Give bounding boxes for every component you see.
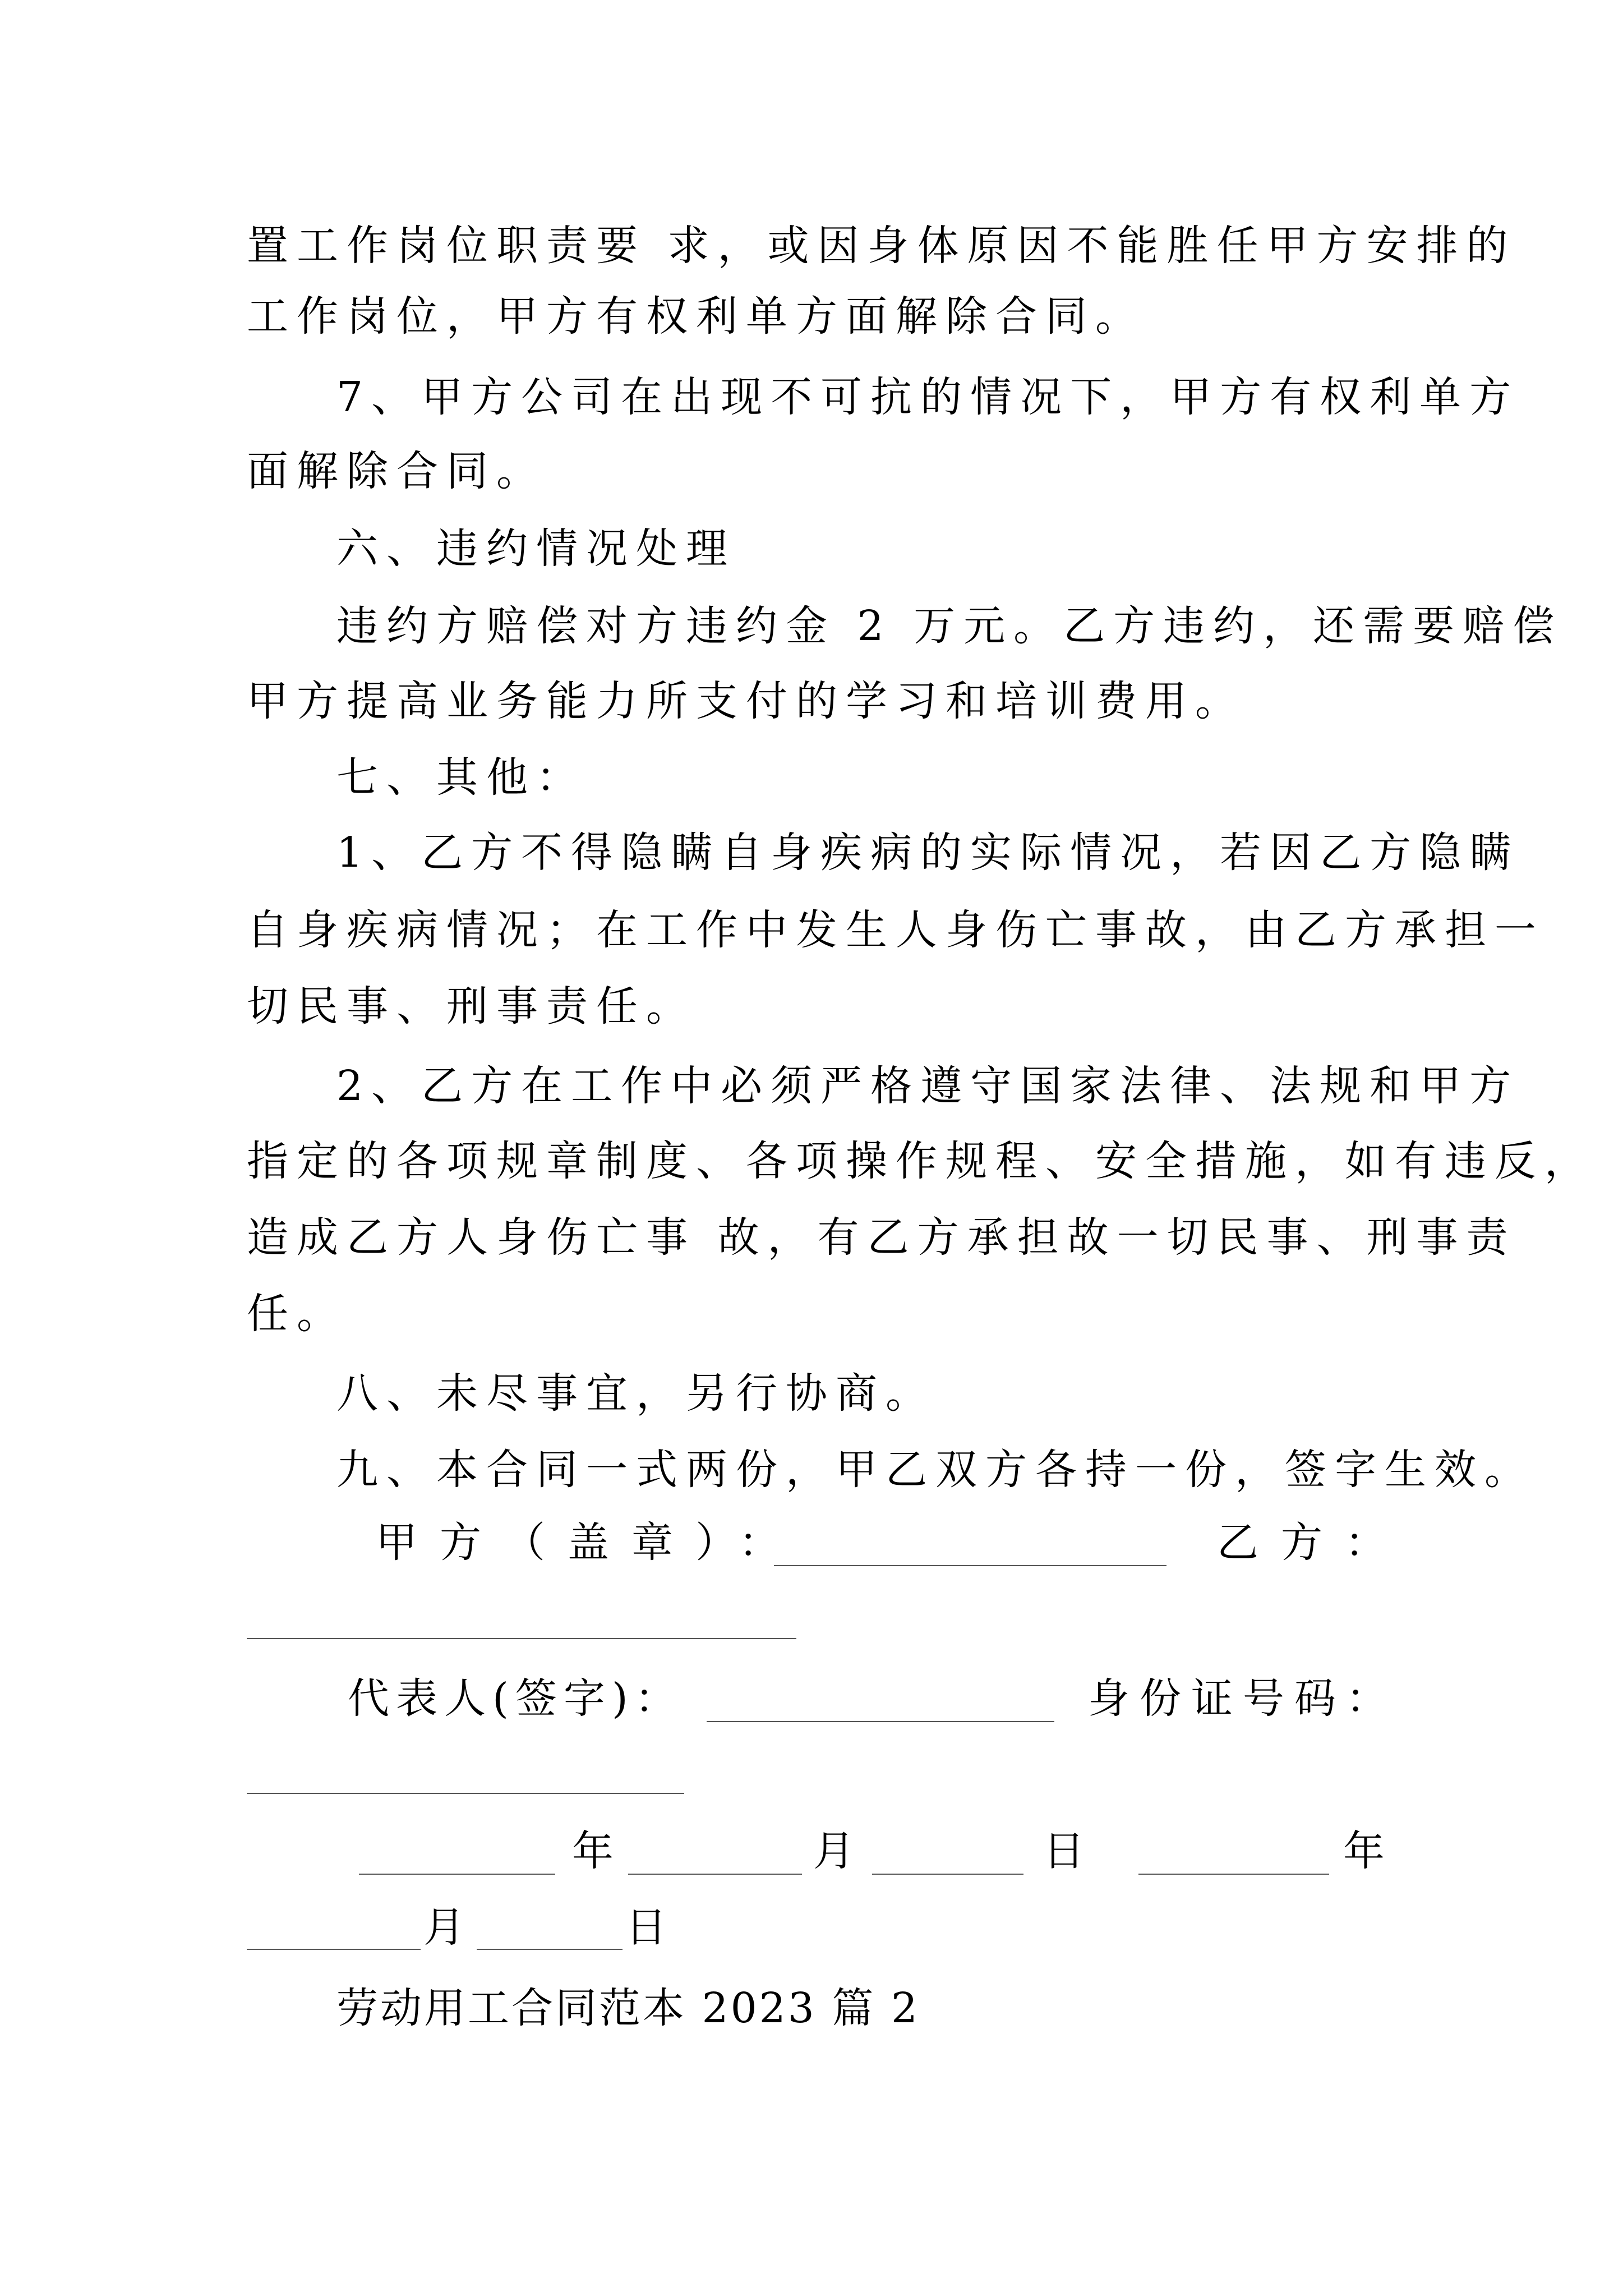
party-a-signature-blank [774, 1565, 1166, 1566]
month-label: 月 [423, 1903, 465, 1952]
party-b-label: 乙方： [1217, 1519, 1409, 1567]
representative-signature-blank [707, 1721, 1054, 1722]
paragraph-line: 切民事、刑事责任。 [247, 982, 696, 1030]
id-number-blank [247, 1793, 684, 1794]
party-b-year-blank [1138, 1874, 1329, 1875]
year-label: 年 [572, 1827, 614, 1875]
paragraph-line: 自身疾病情况；在工作中发生人身伤亡事故，由乙方承担一 [247, 906, 1544, 954]
party-b-signature-blank [247, 1638, 796, 1639]
paragraph-line: 面解除合同。 [247, 447, 546, 495]
party-b-day-blank [477, 1949, 623, 1950]
section-heading: 八、未尽事宜，另行协商。 [336, 1369, 935, 1418]
paragraph-line: 违约方赔偿对方违约金 2 万元。乙方违约，还需要赔偿 [336, 602, 1563, 650]
paragraph-line: 7、甲方公司在出现不可抗的情况下，甲方有权利单方 [336, 373, 1520, 421]
year-label: 年 [1343, 1827, 1385, 1875]
id-number-label: 身份证号码： [1088, 1674, 1398, 1723]
paragraph-line: 2、乙方在工作中必须严格遵守国家法律、法规和甲方 [336, 1062, 1520, 1110]
paragraph-line: 任。 [247, 1290, 347, 1338]
paragraph-line: 1、乙方不得隐瞒自身疾病的实际情况，若因乙方隐瞒 [336, 829, 1520, 877]
day-label: 日 [625, 1903, 667, 1952]
party-b-month-blank [247, 1949, 421, 1950]
party-a-label: 甲方（盖章）： [376, 1519, 803, 1567]
section-heading: 六、违约情况处理 [336, 524, 736, 573]
party-a-year-blank [359, 1874, 555, 1875]
next-section-title: 劳动用工合同范本 2023 篇 2 [336, 1984, 920, 2032]
paragraph-line: 置工作岗位职责要 求，或因身体原因不能胜任甲方安排的 [247, 222, 1516, 270]
party-a-month-blank [628, 1874, 802, 1875]
paragraph-line: 工作岗位，甲方有权利单方面解除合同。 [247, 292, 1145, 341]
paragraph-line: 造成乙方人身伤亡事 故，有乙方承担故一切民事、刑事责 [247, 1213, 1516, 1262]
party-a-day-blank [872, 1874, 1023, 1875]
day-label: 日 [1043, 1827, 1085, 1875]
section-heading: 七、其他： [336, 753, 586, 802]
section-heading: 九、本合同一式两份，甲乙双方各持一份，签字生效。 [336, 1446, 1534, 1494]
month-label: 月 [813, 1827, 855, 1875]
paragraph-line: 甲方提高业务能力所支付的学习和培训费用。 [247, 677, 1245, 725]
paragraph-line: 指定的各项规章制度、各项操作规程、安全措施，如有违反， [247, 1137, 1594, 1185]
representative-label: 代表人(签字)： [348, 1674, 683, 1723]
